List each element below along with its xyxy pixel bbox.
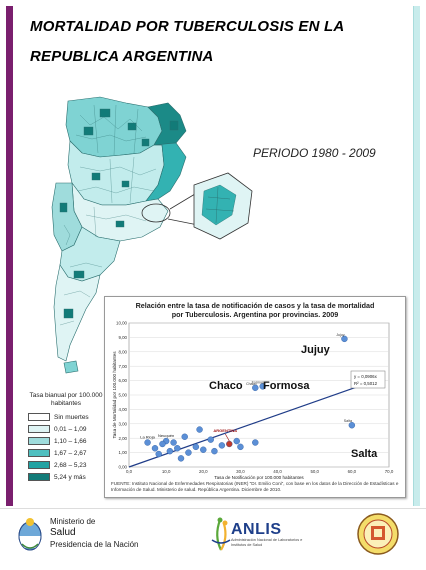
y-tick-label: 4,00 [118, 407, 127, 412]
data-point [152, 445, 158, 451]
data-point [167, 448, 173, 454]
trend-r2: R² = 0,5012 [354, 381, 378, 386]
chart-title-line-1: Relación entre la tasa de notificación de casos y la tasa de mortalidad [135, 301, 375, 310]
footer-divider [0, 508, 426, 509]
x-tick-label: 0,0 [125, 469, 133, 474]
map-legend-item [28, 423, 104, 435]
side-rule [413, 6, 420, 506]
y-tick-label: 6,00 [118, 378, 127, 384]
province-callout: Chaco [209, 380, 243, 392]
map-legend-item [28, 447, 104, 459]
anlis-name: ANLIS [231, 521, 282, 538]
institute-seal-icon [356, 512, 400, 556]
x-tick-label: 20,0 [199, 469, 208, 474]
map-region-patagonia-south [54, 265, 100, 361]
x-tick-label: 60,0 [347, 469, 357, 474]
map-legend-label: 0,01 – 1,09 [54, 425, 87, 433]
province-callout: Jujuy [301, 344, 330, 356]
trend-equation: y = 0,0906x [354, 374, 377, 379]
data-point [200, 447, 206, 453]
data-point [226, 441, 232, 447]
x-tick-label: 50,0 [310, 469, 319, 474]
map-legend-items [28, 411, 104, 483]
data-point [171, 440, 177, 446]
y-tick-label: 10,00 [116, 320, 127, 326]
data-point [211, 448, 217, 454]
y-tick-label: 1,00 [118, 450, 127, 456]
data-point [174, 445, 180, 451]
accent-bar [6, 6, 13, 506]
map-legend-swatch [28, 425, 50, 433]
y-tick-label: 8,00 [118, 349, 127, 355]
data-point [208, 437, 214, 443]
map-legend-item [28, 459, 104, 471]
y-tick-label: 5,00 [118, 392, 127, 398]
map-region-north [66, 97, 162, 157]
slide-title-line-2: REPUBLICA ARGENTINA [30, 48, 214, 65]
point-label: La Rioja [140, 434, 155, 440]
data-point [193, 444, 199, 450]
map-legend-swatch [28, 461, 50, 469]
data-point [234, 438, 240, 444]
data-point [219, 442, 225, 448]
data-point [182, 434, 188, 440]
y-tick-label: 3,00 [118, 421, 127, 427]
y-tick-label: 0,00 [118, 464, 127, 470]
map-legend-title: Tasa bianual por 100.000 habitantes [29, 392, 103, 407]
map-legend-label: Sin muertes [54, 413, 89, 421]
x-axis-label: Tasa de Notificación por 100.000 habitantes [214, 475, 304, 480]
map-legend-label: 5,24 y más [54, 473, 86, 481]
map-legend-item [28, 411, 104, 423]
x-tick-label: 70,0 [384, 469, 394, 474]
data-point [159, 441, 165, 447]
data-point [237, 444, 243, 450]
data-point [156, 451, 162, 457]
map-legend-label: 1,10 – 1,66 [54, 437, 87, 445]
slide-title-line-1: MORTALIDAD POR TUBERCULOSIS EN LA [30, 18, 345, 35]
point-label: ARGENTINA [213, 427, 238, 433]
map-legend-swatch [28, 413, 50, 421]
period-label: PERIODO 1980 - 2009 [253, 146, 376, 160]
chart-source-note: FUENTE: Instituto Nacional de Enfermedades Respiratorias (INER) "Dr. Emilio Coni", con base en los datos de la Dirección de Estadísticas e Información de Salud. Ministerio de salud. República Argentina. Diciembre de 2010. [111, 481, 399, 492]
x-tick-label: 10,0 [161, 469, 171, 474]
province-callout: Salta [351, 448, 378, 460]
map-legend [28, 392, 104, 483]
map-legend-swatch [28, 473, 50, 481]
data-point [197, 427, 203, 433]
map-legend-item [28, 471, 104, 483]
map-legend-swatch [28, 449, 50, 457]
ministry-name-line-2: Salud [50, 527, 76, 538]
ministry-name-line-1: Ministerio de [50, 517, 96, 526]
point-label: Neuquén [158, 433, 175, 439]
point-label: Chaco [246, 381, 257, 386]
map-region-tierra-del-fuego [64, 361, 78, 373]
chart-title-line-2: por Tuberculosis. Argentina por provincias. 2009 [171, 310, 339, 319]
data-point [185, 450, 191, 456]
x-tick-label: 40,0 [273, 469, 282, 474]
map-legend-label: 2,68 – 5,23 [54, 461, 87, 469]
y-tick-label: 2,00 [118, 435, 127, 441]
data-point [145, 440, 151, 446]
point-label: Salta [343, 419, 352, 424]
map-legend-swatch [28, 437, 50, 445]
data-point [178, 455, 184, 461]
y-tick-label: 9,00 [118, 335, 127, 340]
anlis-subtitle: Administración Nacional de Laboratorios e Institutos de Salud [231, 538, 303, 547]
point-label: Formosa [251, 380, 266, 385]
scatter-chart [105, 297, 405, 497]
y-axis-label: Tasa de Mortalidad por 100.000 habitantes [112, 351, 117, 439]
y-tick-label: 7,00 [118, 363, 127, 369]
map-legend-label: 1,67 – 2,67 [54, 449, 87, 457]
ministry-name-line-3: Presidencia de la Nación [50, 540, 139, 549]
map-legend-item [28, 435, 104, 447]
point-label: Jujuy [336, 332, 345, 337]
scatter-chart-panel [104, 296, 406, 498]
x-tick-label: 30,0 [236, 469, 245, 474]
data-point [252, 440, 258, 446]
province-callout: Formosa [263, 380, 310, 392]
argentina-coat-of-arms-icon [14, 514, 46, 554]
